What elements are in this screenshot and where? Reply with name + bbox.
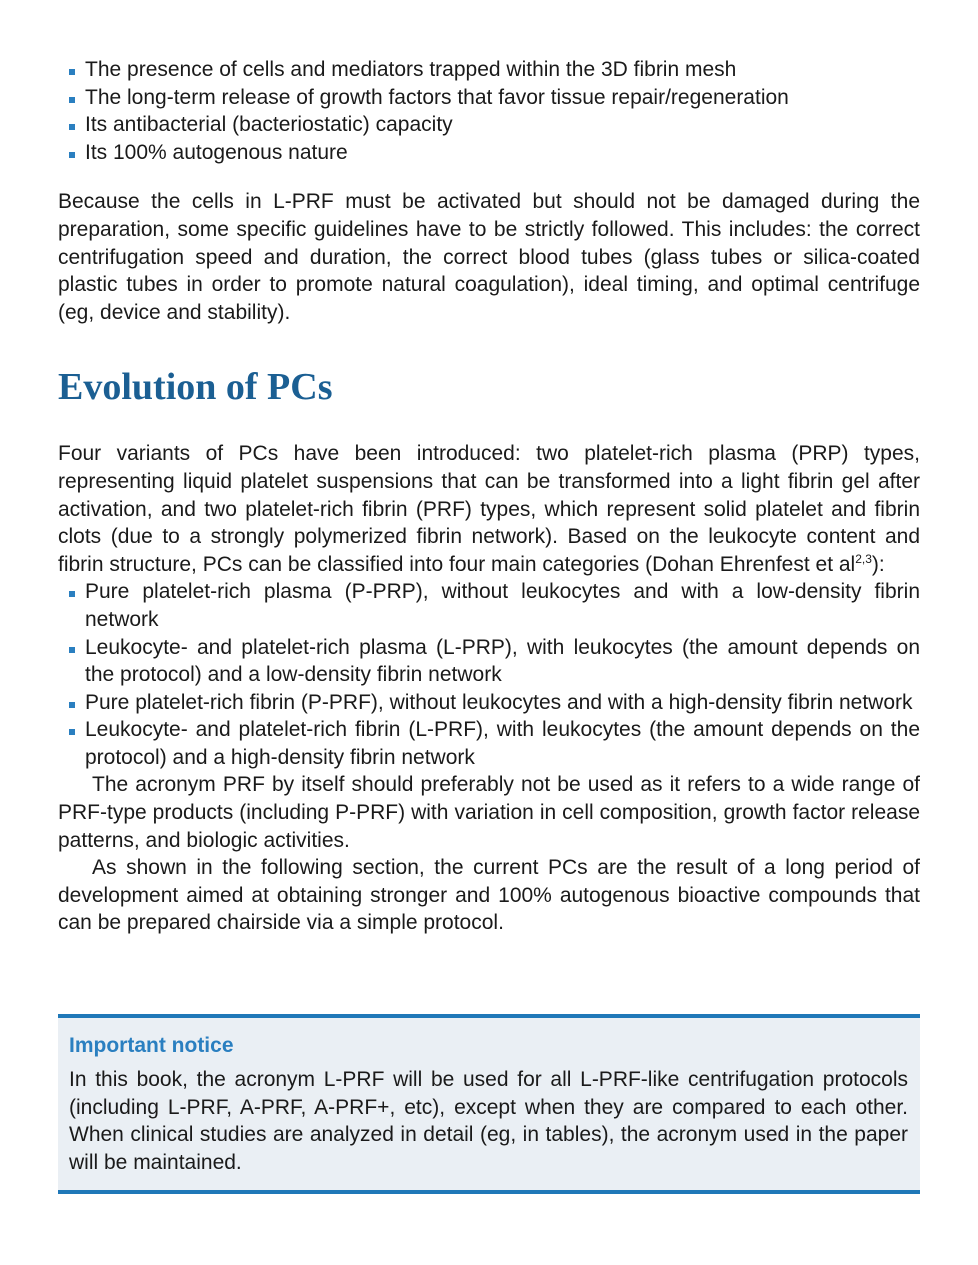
page-content (58, 56, 920, 937)
bullet-square-icon (69, 124, 75, 130)
intro-bullet-list (58, 56, 920, 166)
bullet-square-icon (69, 97, 75, 103)
bullet-square-icon (69, 702, 75, 708)
bullet-square-icon (69, 152, 75, 158)
list-item-text: Pure platelet-rich plasma (P-PRP), without leukocytes and with a low-density fibrin network (85, 580, 920, 631)
paragraph-variants-end: ): (871, 552, 885, 576)
important-notice-box (58, 1014, 920, 1194)
paragraph-development: As shown in the following section, the current PCs are the result of a long period of development aimed at obtaining stronger and 100% autogenous bioactive compounds that can be prepared chairside via a simple protocol. (58, 856, 920, 935)
list-item (58, 56, 920, 84)
list-item-text: Pure platelet-rich fibrin (P-PRF), without leukocytes and with a high-density fibrin network (85, 690, 913, 714)
list-item (58, 139, 920, 167)
bullet-square-icon (69, 591, 75, 597)
list-item-text: The long-term release of growth factors that favor tissue repair/regeneration (85, 85, 789, 109)
list-item (58, 689, 920, 717)
list-item-text: Its antibacterial (bacteriostatic) capacity (85, 113, 453, 137)
list-item (58, 716, 920, 771)
list-item-text: Its 100% autogenous nature (85, 140, 348, 164)
bullet-square-icon (69, 729, 75, 735)
notice-body: In this book, the acronym L-PRF will be used for all L-PRF-like centrifugation protocols (including L-PRF, A-PRF, A-PRF+, etc), except when they are compared to each other. When clinical studies are analyzed in detail (eg, in tables), the acronym used in the paper will be maintained. (69, 1068, 908, 1174)
list-item (58, 111, 920, 139)
list-item-text: The presence of cells and mediators trapped within the 3D fibrin mesh (85, 58, 737, 81)
paragraph-guidelines: Because the cells in L-PRF must be activated but should not be damaged during the preparation, some specific guidelines have to be strictly followed. This includes: the correct centrifugation speed and duration, the correct blood tubes (glass tubes or silica-coated plastic tubes in order to promote natural coagulation), ideal timing, and optimal centrifuge (eg, device and stability). (58, 190, 920, 324)
category-bullet-list (58, 578, 920, 771)
paragraph-variants-text: Four variants of PCs have been introduced: two platelet-rich plasma (PRP) types, representing liquid platelet suspensions that can be transformed into a light fibrin gel after activation, and two platelet-rich fibrin (PRF) types, which represent solid platelet and fibrin clots (due to a strongly polymerized fibrin network). Based on the leukocyte content and fibrin structure, PCs can be classified into four main categories (Dohan Ehrenfest et al (58, 442, 920, 576)
notice-title: Important notice (69, 1034, 234, 1057)
bullet-square-icon (69, 647, 75, 653)
list-item (58, 84, 920, 112)
bullet-square-icon (69, 69, 75, 75)
list-item-text: Leukocyte- and platelet-rich plasma (L-PRP), with leukocytes (the amount depends on the protocol) and a low-density fibrin network (85, 635, 920, 687)
section-heading: Evolution of PCs (58, 366, 333, 409)
list-item-text: Leukocyte- and platelet-rich fibrin (L-PRF), with leukocytes (the amount depends on the protocol) and a high-density fibrin network (85, 718, 920, 769)
list-item (58, 578, 920, 633)
paragraph-variants (58, 440, 920, 578)
list-item (58, 634, 920, 689)
citation-superscript: 2,3 (855, 551, 872, 566)
paragraph-acronym: The acronym PRF by itself should preferably not be used as it refers to a wide range of PRF-type products (including P-PRF) with variation in cell composition, growth factor release patterns, and biologic activities. (58, 773, 920, 852)
